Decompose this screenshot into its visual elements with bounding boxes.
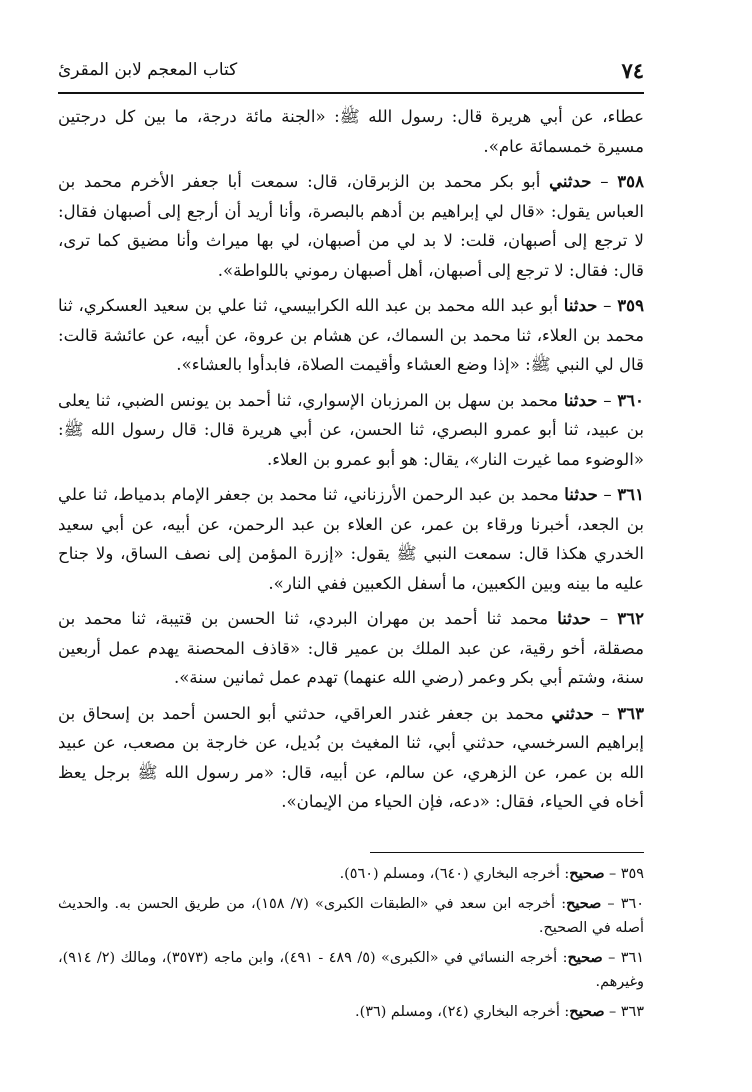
hadith-number: ٣٦٣ (617, 702, 644, 723)
hadith-360: ٣٦٠ – حدثنا محمد بن سهل بن المرزبان الإسواري، ثنا أحمد بن يونس الضبي، ثنا يعلى بن عبيد، ثنا أبو عمرو البصري، ثنا الحسن، عن أبي هريرة قال: قال رسول الله ﷺ: «الوضوء مما غيرت النار»، يقال: هو أبو عمرو بن العلاء. (58, 389, 644, 469)
footnote-number: ٣٦١ (620, 949, 644, 966)
hadith-verb: حدثنا (563, 295, 598, 315)
hadith-363: ٣٦٣ – حدثني محمد بن جعفر غندر العراقي، حدثني أبو الحسن أحمد بن إسحاق بن إبراهيم السرخسي، حدثني أبي، ثنا المغيث بن بُديل، عن خارجة بن مصعب، عن عبيد الله بن عمر، عن الزهري، عن سالم، عن أبيه، قال: «مر رسول الله ﷺ برجل يعظ أخاه في الحياء، فقال: «دعه، فإن الحياء من الإيمان». (58, 702, 644, 811)
footnote-text: أخرجه البخاري (٦٤٠)، ومسلم (٥٦٠). (339, 866, 560, 882)
footnote-grade: صحيح (566, 894, 602, 912)
hadith-body: أبو عبد الله محمد بن عبد الله الكرابيسي، ثنا علي بن سعيد العسكري، ثنا محمد بن العلاء، ثنا محمد بن السماك، عن هشام بن عروة، عن أبيه، عن عائشة قالت: قال لي النبي ﷺ: «إذا وضع العشاء وأقيمت الصلاة، فابدأوا بالعشاء». (58, 296, 644, 374)
main-text (58, 102, 644, 823)
header-divider (58, 92, 644, 94)
footnote-359: ٣٥٩ – صحيح: أخرجه البخاري (٦٤٠)، ومسلم (٥٦٠). (339, 865, 644, 882)
footnote-divider (370, 852, 644, 853)
footnote-grade: صحيح (567, 948, 603, 966)
page-header (58, 54, 644, 88)
hadith-361: ٣٦١ – حدثنا محمد بن عبد الرحمن الأرزناني، ثنا محمد بن جعفر الإمام بدمياط، ثنا علي بن الجعد، أخبرنا ورقاء بن عمر، عن العلاء بن عبد الرحمن، عن أبيه، عن أبي سعيد الخدري هكذا قال: سمعت النبي ﷺ يقول: «إزرة المؤمن إلى نصف الساق، ولا جناح عليه ما بينه وبين الكعبين، ما أسفل الكعبين ففي النار». (58, 484, 644, 593)
hadith-359: ٣٥٩ – حدثنا أبو عبد الله محمد بن عبد الله الكرابيسي، ثنا علي بن سعيد العسكري، ثنا محمد بن العلاء، ثنا محمد بن السماك، عن هشام بن عروة، عن أبيه، عن عائشة قالت: قال لي النبي ﷺ: «إذا وضع العشاء وأقيمت الصلاة، فابدأوا بالعشاء». (58, 295, 644, 374)
page-number: ٧٤ (621, 58, 644, 83)
footnotes (58, 862, 644, 1029)
hadith-362: ٣٦٢ – حدثنا محمد ثنا أحمد بن مهران البردي، ثنا الحسن بن قتيبة، ثنا محمد بن مصقلة، أخو رقية، عن عبد الملك بن عمير قال: «قاذف المحصنة يهدم عمل أربعين سنة، وشتم أبي بكر وعمر (رضي الله عنهما) تهدم عمل ثمانين سنة». (58, 608, 644, 687)
hadith-body: محمد بن عبد الرحمن الأرزناني، ثنا محمد بن جعفر الإمام بدمياط، ثنا علي بن الجعد، أخبرنا ورقاء بن عمر، عن العلاء بن عبد الرحمن، عن أبيه، عن أبي سعيد الخدري هكذا قال: سمعت النبي ﷺ يقول: «إزرة المؤمن إلى نصف الساق، ولا جناح عليه ما بينه وبين الكعبين، ما أسفل الكعبين ففي النار». (58, 485, 644, 593)
hadith-body: محمد ثنا أحمد بن مهران البردي، ثنا الحسن بن قتيبة، ثنا محمد بن مصقلة، أخو رقية، عن عبد الملك بن عمير قال: «قاذف المحصنة يهدم عمل أربعين سنة، وشتم أبي بكر وعمر (رضي الله عنهما) تهدم عمل ثمانين سنة». (58, 609, 644, 687)
hadith-body: أبو بكر محمد بن الزبرقان، قال: سمعت أبا جعفر الأخرم محمد بن العباس يقول: «قال لي إبراهيم بن أدهم بالبصرة، وأنا أريد أن أرجع إلى أصبهان فقال: لا ترجع إلى أصبهان، قلت: لا بد لي من أصبهان، لي بها ميراث وأنا مضيق كما ترى، قال: فقال: لا ترجع إلى أصبهان، أهل أصبهان رموني باللواطة». (58, 172, 644, 280)
footnote-grade: صحيح (569, 1002, 605, 1020)
hadith-number: ٣٥٨ (617, 171, 644, 191)
footnote-number: ٣٥٩ (620, 866, 644, 882)
hadith-verb: حدثنا (557, 608, 591, 628)
hadith-verb: حدثني (551, 702, 594, 723)
footnote-363: ٣٦٣ – صحيح: أخرجه البخاري (٢٤)، ومسلم (٣٦). (355, 1002, 644, 1020)
hadith-number: ٣٦٠ (617, 389, 644, 410)
hadith-body: محمد بن جعفر غندر العراقي، حدثني أبو الحسن أحمد بن إسحاق بن إبراهيم السرخسي، حدثني أبي، ثنا المغيث بن بُديل، عن خارجة بن مصعب، عن عبيد الله بن عمر، عن الزهري، عن سالم، عن أبيه، قال: «مر رسول الله ﷺ برجل يعظ أخاه في الحياء، فقال: «دعه، فإن الحياء من الإيمان». (58, 703, 644, 811)
hadith-body: محمد بن سهل بن المرزبان الإسواري، ثنا أحمد بن يونس الضبي، ثنا يعلى بن عبيد، ثنا أبو عمرو البصري، ثنا الحسن، عن أبي هريرة قال: قال رسول الله ﷺ: «الوضوء مما غيرت النار»، يقال: هو أبو عمرو بن العلاء. (58, 390, 644, 469)
hadith-358: ٣٥٨ – حدثني أبو بكر محمد بن الزبرقان، قال: سمعت أبا جعفر الأخرم محمد بن العباس يقول: «قال لي إبراهيم بن أدهم بالبصرة، وأنا أريد أن أرجع إلى أصبهان فقال: لا ترجع إلى أصبهان، قلت: لا بد لي من أصبهان، لي بها ميراث وأنا مضيق كما ترى، قال: فقال: لا ترجع إلى أصبهان، أهل أصبهان رموني باللواطة». (58, 171, 644, 280)
intro-text: عطاء، عن أبي هريرة قال: رسول الله ﷺ: «الجنة مائة درجة، ما بين كل درجتين مسيرة خمسمائة عام». (58, 107, 644, 156)
footnote-number: ٣٦٣ (620, 1003, 644, 1020)
footnote-361: ٣٦١ – صحيح: أخرجه النسائي في «الكبرى» (٥/ ٤٨٩ - ٤٩١)، وابن ماجه (٣٥٧٣)، ومالك (٢/ ٩١٤)، وغيرهم. (58, 948, 644, 990)
hadith-number: ٣٦١ (617, 484, 644, 504)
hadith-verb: حدثنا (563, 389, 598, 410)
footnote-grade: صحيح (569, 865, 605, 882)
footnote-number: ٣٦٠ (620, 895, 644, 912)
hadith-number: ٣٥٩ (617, 295, 644, 315)
book-title: كتاب المعجم لابن المقرئ (58, 60, 238, 80)
footnote-text: أخرجه النسائي في «الكبرى» (٥/ ٤٨٩ - ٤٩١)، وابن ماجه (٣٥٧٣)، ومالك (٢/ ٩١٤)، وغيرهم. (58, 949, 644, 990)
hadith-verb: حدثنا (564, 484, 598, 504)
hadith-number: ٣٦٢ (617, 608, 644, 628)
intro-paragraph (58, 102, 644, 161)
footnote-360: ٣٦٠ – صحيح: أخرجه ابن سعد في «الطبقات الكبرى» (٧/ ١٥٨)، من طريق الحسن به. والحديث أصله في الصحيح. (58, 894, 644, 936)
hadith-verb: حدثني (549, 171, 592, 191)
footnote-text: أخرجه البخاري (٢٤)، ومسلم (٣٦). (355, 1003, 560, 1020)
footnote-text: أخرجه ابن سعد في «الطبقات الكبرى» (٧/ ١٥٨)، من طريق الحسن به. والحديث أصله في الصحيح. (58, 895, 644, 936)
